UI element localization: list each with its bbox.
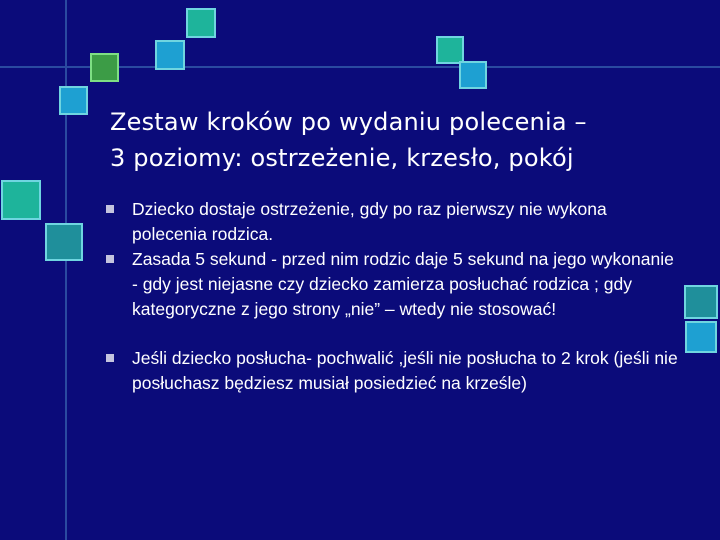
title-line-1: Zestaw kroków po wydaniu polecenia –	[110, 108, 587, 136]
square-right-side-blue	[686, 322, 716, 352]
slide-title	[110, 104, 670, 176]
bullet-item-warning	[106, 197, 681, 247]
bullet-text: Dziecko dostaje ostrzeżenie, gdy po raz pierwszy nie wykona polecenia rodzica.	[132, 199, 607, 244]
bullet-item-praise-or-chair	[106, 346, 681, 396]
square-right-side-teal	[685, 286, 717, 318]
bullet-text: Zasada 5 sekund - przed nim rodzic daje 5 sekund na jego wykonanie - gdy jest niejasne czy dziecko zamierza posłuchać rodzica ; gdy kategoryczne z jego strony „nie” – wtedy nie stosować!	[132, 249, 674, 319]
square-top-left-green	[91, 54, 118, 81]
square-top-right-blue	[156, 41, 184, 69]
square-top-left-blue	[60, 87, 87, 114]
square-bullet-icon	[106, 205, 114, 213]
square-bullet-icon	[106, 354, 114, 362]
square-top-far-right-blue	[460, 62, 486, 88]
bullet-text: Jeśli dziecko posłucha- pochwalić ,jeśli nie posłucha to 2 krok (jeśli nie posłuchasz będziesz musiał posiedzieć na krześle)	[132, 348, 678, 393]
square-middle-left-teal	[2, 181, 40, 219]
bullet-list	[106, 197, 681, 396]
bullet-item-five-seconds	[106, 247, 681, 322]
square-bullet-icon	[106, 255, 114, 263]
title-line-2: 3 poziomy: ostrzeżenie, krzesło, pokój	[110, 144, 574, 172]
square-top-right-teal	[187, 9, 215, 37]
square-top-far-right-teal	[437, 37, 463, 63]
square-middle-left-dark-teal	[46, 224, 82, 260]
